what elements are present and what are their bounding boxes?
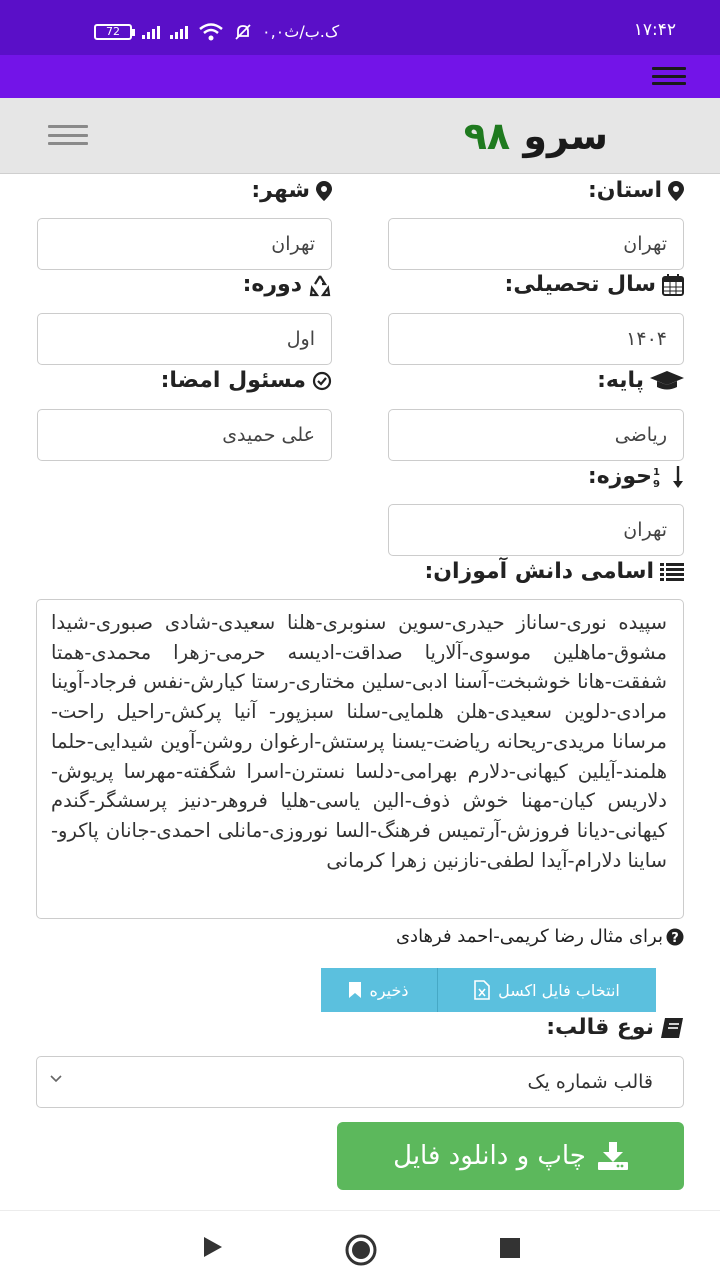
print-download-button[interactable]: چاپ و دانلود فایل (337, 1122, 684, 1190)
status-bar (0, 0, 720, 55)
brand-logo[interactable]: سرو ۹۸ (463, 114, 608, 158)
doreh-label: دوره: (243, 272, 332, 297)
save-button[interactable]: ذخیره (321, 968, 438, 1012)
template-label: نوع قالب: (546, 1015, 684, 1040)
check-circle-icon (312, 371, 332, 391)
payeh-label: پایه: (597, 368, 684, 393)
question-circle-icon (666, 928, 684, 946)
payeh-input[interactable]: ریاضی (388, 409, 684, 461)
graduation-cap-icon (650, 371, 684, 391)
mute-bell-icon (234, 23, 252, 41)
signal-icon-2 (170, 25, 188, 39)
help-text: ? برای مثال رضا کریمی-احمد فرهادی (396, 926, 684, 947)
excel-file-button[interactable]: انتخاب فایل اکسل (438, 968, 656, 1012)
masoul-label: مسئول امضا: (161, 368, 332, 393)
hozeh-input[interactable]: تهران (388, 504, 684, 556)
site-header (0, 98, 720, 174)
ostan-label: استان: (588, 178, 684, 203)
sal-label: سال تحصیلی: (505, 272, 684, 297)
app-bar (0, 55, 720, 98)
file-excel-icon (474, 980, 490, 1000)
home-icon[interactable] (344, 1233, 378, 1267)
form (0, 174, 720, 1210)
students-actions (321, 968, 656, 1012)
svg-text:?: ? (671, 930, 679, 946)
list-icon (660, 562, 684, 582)
map-marker-icon (668, 181, 684, 201)
sort-numeric-icon (653, 465, 684, 490)
clock: ۱۷:۴۲ (633, 20, 676, 40)
shahr-input[interactable]: تهران (37, 218, 332, 270)
shahr-label: شهر: (251, 178, 332, 203)
calendar-icon (662, 274, 684, 296)
students-label: اسامی دانش آموزان: (424, 559, 684, 584)
book-icon (660, 1017, 684, 1039)
battery-icon (94, 24, 132, 40)
chevron-down-icon (49, 1074, 63, 1084)
status-indicators (94, 22, 339, 41)
recents-icon[interactable] (500, 1238, 520, 1258)
nav-toggle-icon[interactable] (48, 125, 88, 145)
bookmark-icon (349, 982, 361, 998)
map-marker-icon (316, 181, 332, 201)
battery-level: 72 (106, 24, 120, 38)
sal-input[interactable]: ۱۴۰۴ (388, 313, 684, 365)
signal-icon (142, 25, 160, 39)
students-textarea[interactable]: سپیده نوری-ساناز حیدری-سوین سنوبری-هلنا سعیدی-شادی صبوری-شیدا مشوق-ماهلین موسوی-آلاریا صداقت-ادیسه حرمی-زهرا محمدی-همتا شفقت-هانا خوشبخت-آسنا ادبی-سلین مختاری-رستا کیارش-نفس فرجاد-آوینا مرادی-دلوین سعیدی-هلن هلمایی-سلنا سبزپور- آنیا پرکش-راحیل راحت-مرسانا مریدی-ریحانه ریاضت-یسنا پرستش-ارغوان روشن-آوین شیدایی-حلما هلمند-آیلین کیهانی-دلارم بهرامی-دلسا نسترن-اسرا شگفته-مهرسا پریوش-دلاریس کیان-مهنا خوش ذوف-الین یاسی-هلیا فروهر-دنیز پرسشگر-گندم کیهانی-دیانا فروزش-آرتمیس فرهنگ-السا نوروزی-مانلی احمدی-جانان پاکرو-ساینا دلارام-آیدا لطفی-نازنین زهرا کرمانی (36, 599, 684, 919)
download-icon (598, 1142, 628, 1170)
wifi-icon (198, 23, 224, 41)
doreh-input[interactable]: اول (37, 313, 332, 365)
network-speed: ۰,۰ک.ب/ث (262, 22, 340, 41)
masoul-input[interactable]: علی حمیدی (37, 409, 332, 461)
system-nav-bar (0, 1210, 720, 1280)
svg-text:9: 9 (653, 478, 660, 490)
recycle-icon (308, 274, 332, 296)
hozeh-label: 1 9 حوزه: (588, 464, 684, 489)
svg-text:1: 1 (653, 466, 660, 478)
template-select[interactable]: قالب شماره یک (36, 1056, 684, 1108)
menu-icon[interactable] (652, 67, 686, 85)
back-icon[interactable] (203, 1237, 223, 1257)
ostan-input[interactable]: تهران (388, 218, 684, 270)
